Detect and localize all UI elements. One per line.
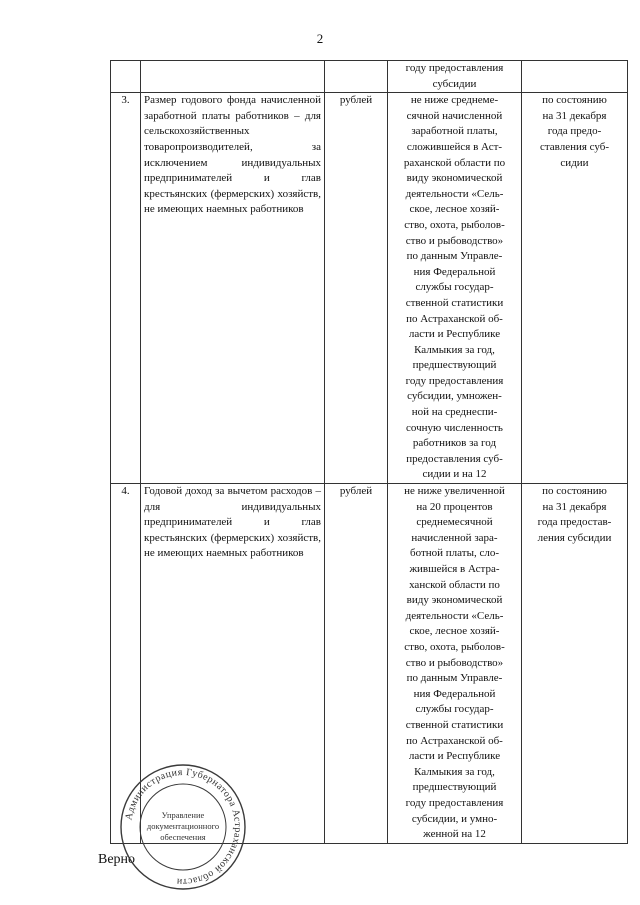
unit-of-measure: рублей xyxy=(325,93,388,484)
row-number: 3. xyxy=(111,93,141,484)
seal-outer-text: Администрация Губернатора Астраханской области xyxy=(123,766,244,888)
value-text: не ниже увеличенной на 20 процентов среднемесячной начисленной зара- ботной платы, сло- жившейся в Астра- ханской области по виду экономической деятельности «Сель- ское, лесное хозяй- ство, охота, рыболов- ство и рыбоводство» по данным Управле- ния Федеральной службы государ- ственной статистики по Астраханской об- ласти и Республике Калмыкия за год, предшествующий году предоставления субсидии, и умно- женной на 12 xyxy=(404,485,505,841)
indicator-value xyxy=(388,93,522,484)
value-text: году предоставления субсидии xyxy=(405,62,504,90)
row-number: 4. xyxy=(111,484,141,844)
cell-unit xyxy=(325,61,388,93)
table-row xyxy=(111,93,628,484)
cell-value xyxy=(388,61,522,93)
unit-of-measure: рублей xyxy=(325,484,388,844)
reporting-date xyxy=(522,484,628,844)
date-text: по состоянию на 31 декабря года предо- ставления суб- сидии xyxy=(539,94,610,169)
reporting-date xyxy=(522,93,628,484)
seal-inner-text: Управление документационного обеспечения xyxy=(146,810,220,842)
value-text: не ниже среднеме- сячной начисленной заработной платы, сложившейся в Аст- раханской области по виду экономической деятельности «Сель- ское, лесное хозяй- ство, охота, рыболов- ство и рыбоводство» по данным Управле- ния Федеральной службы государ- ственной статистики по Астраханской об- ласти и Республике Калмыкия за год, предшествующий году предоставления субсидии, умножен- ной на среднеспи- сочную численность работников за год предоставления суб- сидии и на 12 xyxy=(403,94,506,481)
criteria-table xyxy=(110,60,628,844)
date-text: по состоянию на 31 декабря года предостав- ления субсидии xyxy=(537,485,612,544)
page-number: 2 xyxy=(316,31,324,46)
cell-name xyxy=(141,61,325,93)
indicator-value xyxy=(388,484,522,844)
official-seal xyxy=(118,762,248,892)
indicator-name: Годовой доход за вычетом расходов – для индивидуальных предпринимателей и глав крестьянских (фермерских) хозяйств, не имеющих наемных работников xyxy=(141,484,325,844)
cell-date xyxy=(522,61,628,93)
table-row-continuation xyxy=(111,61,628,93)
indicator-name: Размер годового фонда начисленной заработной платы работников – для сельскохозяйственных товаропроизводителей, за исключением индивидуальных предпринимателей и глав крестьянских (фермерских) хозяйств, не имеющих наемных работников xyxy=(141,93,325,484)
cell-num xyxy=(111,61,141,93)
verno-label: Верно xyxy=(98,852,136,867)
